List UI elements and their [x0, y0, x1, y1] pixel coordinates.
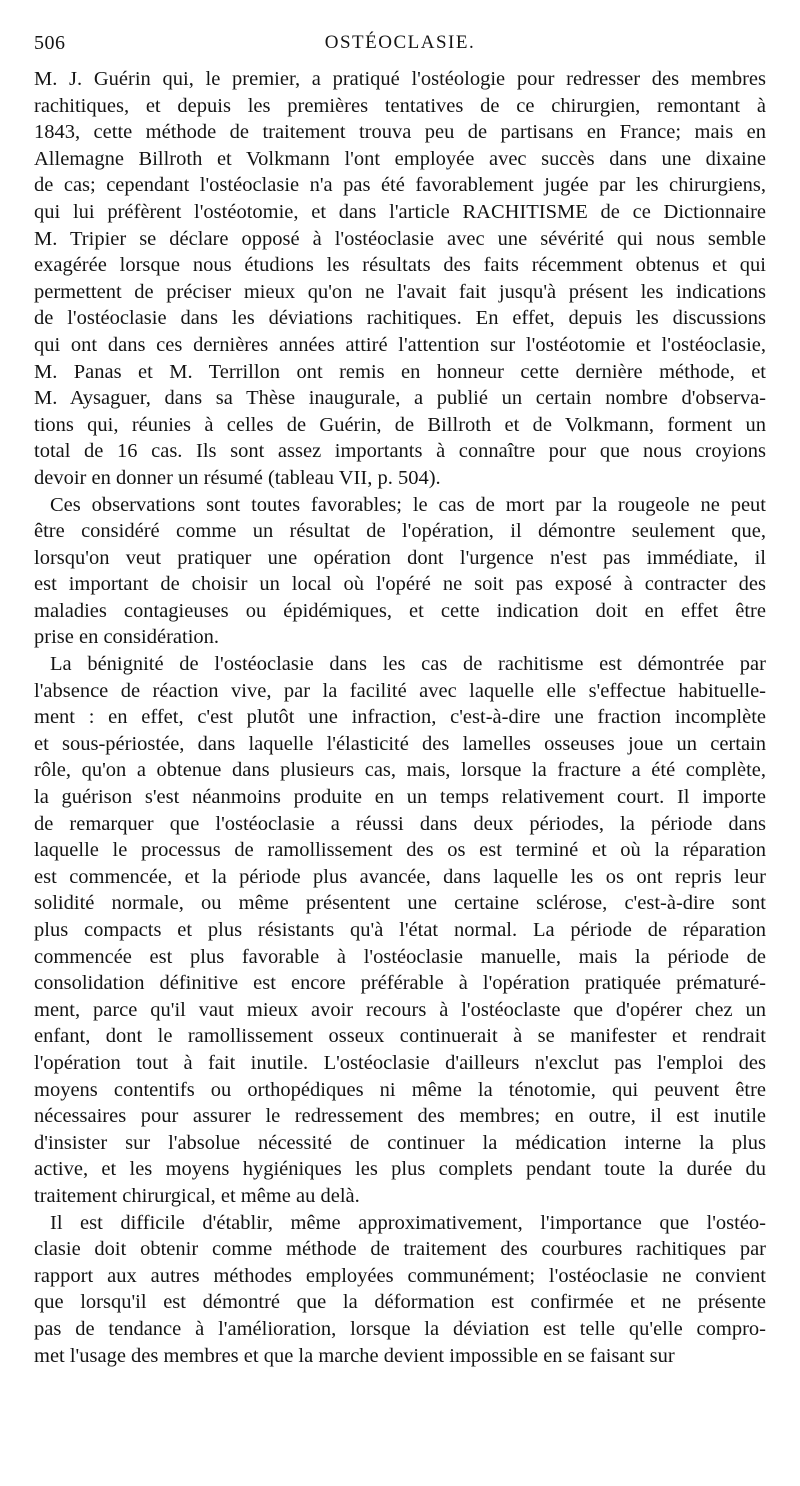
text-line: pas de tendance à l'amélioration, lorsque la déviation est telle qu'elle compro- [34, 1317, 766, 1340]
text-line: prise en considération. [34, 626, 220, 649]
text-line: ment, parce qu'il vaut mieux avoir recours à l'ostéoclaste que d'opérer chez un [34, 998, 766, 1021]
text-line: active, et les moyens hygiéniques les plus complets pendant toute la durée du [34, 1158, 766, 1181]
text-line: la guérison s'est néanmoins produite en un temps relativement court. Il importe [34, 786, 766, 809]
text-line: laquelle le processus de ramollissement des os est terminé et où la réparation [34, 839, 766, 862]
text-line: devoir en donner un résumé (tableau VII, p. 504). [34, 466, 441, 489]
text-line: commencée est plus favorable à l'ostéoclasie manuelle, mais la période de [34, 945, 766, 968]
paragraph [34, 492, 766, 652]
text-line: consolidation définitive est encore préférable à l'opération pratiquée prématuré- [34, 972, 766, 995]
text-line: M. Aysaguer, dans sa Thèse inaugurale, a publié un certain nombre d'observa- [34, 387, 766, 410]
text-line: rachitiques, et depuis les premières tentatives de ce chirurgien, remontant à [34, 94, 766, 117]
text-line: et sous-périostée, dans laquelle l'élasticité des lamelles osseuses joue un certain [34, 732, 766, 755]
text-line: que lorsqu'il est démontré que la déformation est confirmée et ne présente [34, 1291, 766, 1314]
text-line: Il est difficile d'établir, même approximativement, l'importance que l'ostéo- [50, 1211, 766, 1234]
text-line: moyens contentifs ou orthopédiques ni même la ténotomie, qui peuvent être [34, 1078, 766, 1101]
text-line: l'opération tout à fait inutile. L'ostéoclasie d'ailleurs n'exclut pas l'emploi des [34, 1051, 766, 1074]
text-line: l'absence de réaction vive, par la facilité avec laquelle elle s'effectue habituelle- [34, 679, 766, 702]
text-line: de cas; cependant l'ostéoclasie n'a pas été favorablement jugée par les chirurgiens, [34, 174, 766, 197]
text-line: exagérée lorsque nous étudions les résultats des faits récemment obtenus et qui [34, 254, 766, 277]
text-line: plus compacts et plus résistants qu'à l'état normal. La période de réparation [34, 919, 766, 941]
text-line: lorsqu'on veut pratiquer une opération dont l'urgence n'est pas immédiate, il [34, 546, 766, 569]
text-line: ment : en effet, c'est plutôt une infraction, c'est-à-dire une fraction incomplète [34, 706, 766, 729]
text-line: Ces observations sont toutes favorables; le cas de mort par la rougeole ne peut [50, 493, 766, 516]
text-line: est important de choisir un local où l'opéré ne soit pas exposé à contracter des [34, 573, 766, 596]
body-text [34, 66, 766, 1369]
page-number: 506 [34, 32, 66, 54]
text-line: Allemagne Billroth et Volkmann l'ont employée avec succès dans une dixaine [34, 147, 766, 170]
text-line: qui ont dans ces dernières années attiré l'attention sur l'ostéotomie et l'ostéoclasie, [34, 333, 766, 356]
text-line: nécessaires pour assurer le redressement des membres; en outre, il est inutile [34, 1105, 766, 1128]
text-line: met l'usage des membres et que la marche devient impossible en se faisant sur [34, 1344, 675, 1367]
text-line: est commencée, et la période plus avancée, dans laquelle les os ont repris leur [34, 865, 766, 888]
text-line: total de 16 cas. Ils sont assez importants à connaître pour que nous croyions [34, 440, 766, 463]
text-line: d'insister sur l'absolue nécessité de continuer la médication interne la plus [34, 1131, 766, 1154]
running-title: OSTÉOCLASIE. [324, 32, 476, 53]
page-header [34, 32, 766, 62]
text-line: maladies contagieuses ou épidémiques, et cette indication doit en effet être [34, 599, 766, 622]
text-line: enfant, dont le ramollissement osseux continuerait à se manifester et rendrait [34, 1025, 766, 1048]
text-line: de l'ostéoclasie dans les déviations rachitiques. En effet, depuis les discussions [34, 307, 766, 330]
paragraph [34, 1210, 766, 1370]
text-line: tions qui, réunies à celles de Guérin, de Billroth et de Volkmann, forment un [34, 413, 766, 436]
text-line: traitement chirurgical, et même au delà. [34, 1184, 360, 1207]
paragraph [34, 66, 766, 492]
text-line: rôle, qu'on a obtenue dans plusieurs cas, mais, lorsque la fracture a été complète, [34, 759, 766, 782]
text-line: M. J. Guérin qui, le premier, a pratiqué l'ostéologie pour redresser des membres [34, 68, 766, 90]
text-line: clasie doit obtenir comme méthode de traitement des courbures rachitiques par [34, 1238, 766, 1261]
paragraph [34, 651, 766, 1209]
text-line: solidité normale, ou même présentent une certaine sclérose, c'est-à-dire sont [34, 892, 766, 915]
text-line: rapport aux autres méthodes employées communément; l'ostéoclasie ne convient [34, 1264, 766, 1287]
text-line: permettent de préciser mieux qu'on ne l'avait fait jusqu'à présent les indications [34, 280, 766, 303]
text-line: M. Panas et M. Terrillon ont remis en honneur cette dernière méthode, et [34, 360, 766, 383]
text-line: M. Tripier se déclare opposé à l'ostéoclasie avec une sévérité qui nous semble [34, 227, 766, 250]
text-line: être considéré comme un résultat de l'opération, il démontre seulement que, [34, 520, 766, 543]
text-line: qui lui préfèrent l'ostéotomie, et dans l'article RACHITISME de ce Dictionnaire [34, 200, 766, 223]
text-line: 1843, cette méthode de traitement trouva peu de partisans en France; mais en [34, 121, 766, 144]
text-line: de remarquer que l'ostéoclasie a réussi dans deux périodes, la période dans [34, 812, 766, 835]
text-line: La bénignité de l'ostéoclasie dans les cas de rachitisme est démontrée par [50, 653, 766, 676]
